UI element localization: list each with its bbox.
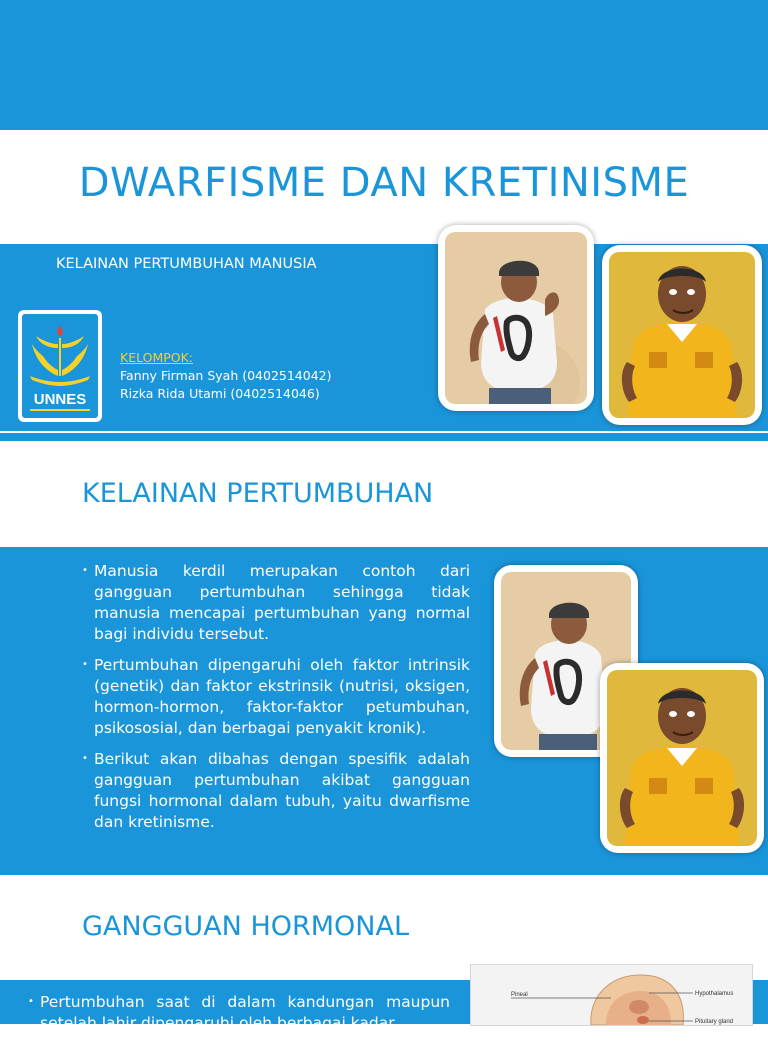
person-photo-image [445, 232, 587, 404]
photo-frame [600, 663, 764, 853]
bullet-item: • Berikut akan dibahas dengan spesifik adalah gangguan pertumbuhan akibat gangguan fungsi hormonal dalam tubuh, yaitu dwarfisme dan kretinisme. [82, 749, 470, 833]
unnes-emblem-icon [22, 314, 98, 418]
person-photo [607, 670, 757, 846]
photo-frame [602, 245, 762, 425]
unnes-logo [18, 310, 102, 422]
person-photo-image [609, 252, 755, 418]
unnes-logo-panel [22, 314, 98, 418]
slide1-subtitle: KELAINAN PERTUMBUHAN MANUSIA [56, 256, 317, 272]
brain-diagram [470, 964, 753, 1026]
brain-diagram-image [471, 965, 752, 1025]
slide1-top-band [0, 0, 768, 130]
group-label: KELOMPOK: [120, 350, 194, 365]
person-photo [609, 252, 755, 418]
figure-label: Hypothalamus [695, 991, 734, 997]
slide3-title: GANGGUAN HORMONAL [82, 911, 410, 942]
photo-frame [438, 225, 594, 411]
member-name: Rizka Rida Utami (0402514046) [120, 386, 320, 401]
slide1-footer-band [0, 433, 768, 441]
logo-text: UNNES [33, 391, 87, 408]
slide2-title: KELAINAN PERTUMBUHAN [82, 478, 434, 509]
slide2-bullet-list [82, 561, 470, 843]
person-photo [445, 232, 587, 404]
group-info [120, 349, 332, 403]
bullet-item: • Manusia kerdil merupakan contoh dari gangguan pertumbuhan sehingga tidak manusia mencapai pertumbuhan yang normal bagi individu tersebut. [82, 561, 470, 645]
slide2-bottom-band [0, 865, 768, 875]
slide1-title: DWARFISME DAN KRETINISME [78, 160, 690, 206]
bullet-item: • Pertumbuhan saat di dalam kandungan maupun setelah lahir dipengaruhi oleh berbagai kadar [28, 992, 450, 1034]
member-name: Fanny Firman Syah (0402514042) [120, 368, 332, 383]
person-photo-image [607, 670, 757, 846]
bullet-item: • Pertumbuhan dipengaruhi oleh faktor intrinsik (genetik) dan faktor ekstrinsik (nutrisi, oksigen, hormon-hormon, faktor-faktor petumbuhan, psikososial, dan berbagai penyakit kronik). [82, 655, 470, 739]
slide3-bullet-list [28, 992, 450, 1044]
figure-label: Pineal [511, 992, 528, 998]
figure-label: Pituitary gland [695, 1019, 734, 1025]
